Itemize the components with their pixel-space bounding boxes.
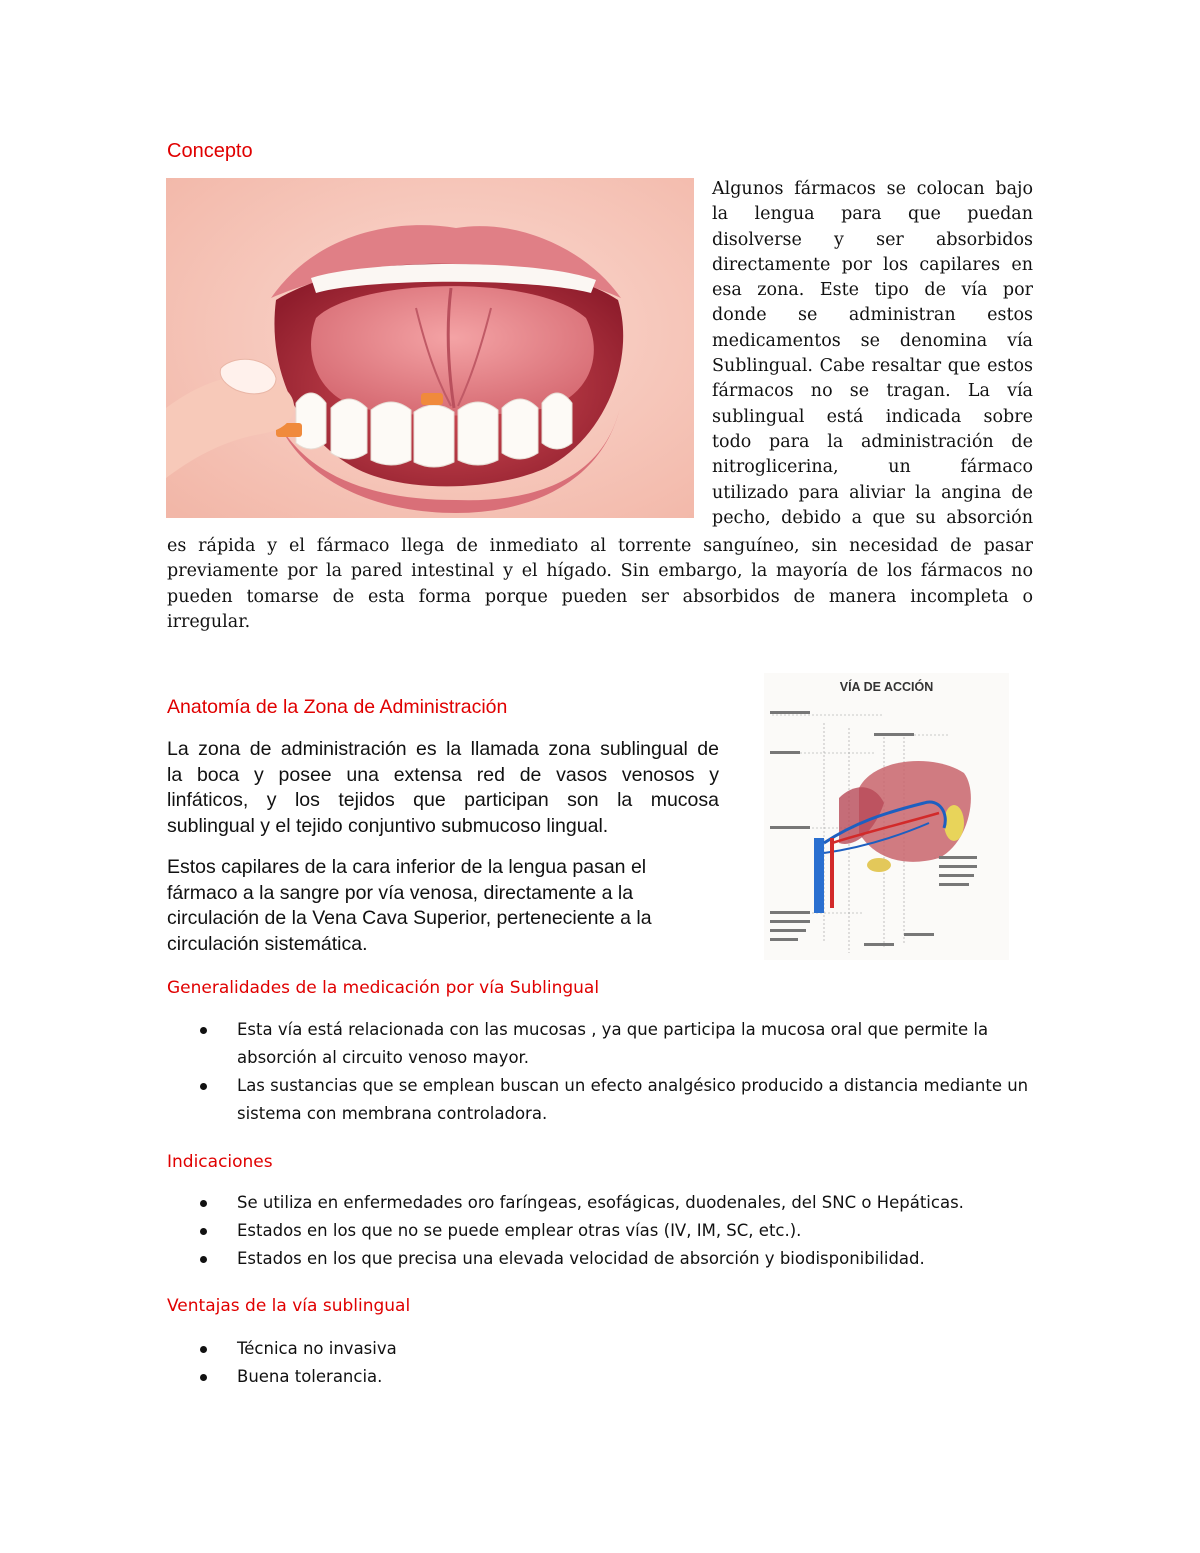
list-item: Buena tolerancia. bbox=[200, 1363, 800, 1391]
concepto-full-line: irregular. bbox=[167, 611, 251, 632]
anatomia-p1-line: La zona de administración es la llamada zona sublingual de bbox=[167, 738, 719, 760]
concepto-side-line: medicamentos se denomina vía bbox=[712, 330, 1033, 351]
anatomia-paragraph-2 bbox=[167, 855, 719, 957]
concepto-side-line: pecho, debido a que su absorción bbox=[712, 507, 1033, 528]
concepto-side-line: utilizado para aliviar la angina de bbox=[712, 482, 1033, 503]
list-item: Técnica no invasiva bbox=[200, 1335, 800, 1363]
concepto-heading: Concepto bbox=[167, 140, 253, 162]
list-item: Estados en los que no se puede emplear otras vías (IV, IM, SC, etc.). bbox=[200, 1217, 1100, 1245]
concepto-side-line: todo para la administración de bbox=[712, 431, 1033, 452]
generalidades-list bbox=[200, 1016, 1040, 1128]
ventajas-heading: Ventajas de la vía sublingual bbox=[167, 1296, 411, 1316]
concepto-full-line: previamente por la pared intestinal y el hígado. Sin embargo, la mayoría de los fármacos no bbox=[167, 561, 1033, 582]
indicaciones-list bbox=[200, 1189, 1100, 1273]
concepto-side-line: donde se administran estos bbox=[712, 305, 1033, 326]
concepto-side-line: esa zona. Este tipo de vía por bbox=[712, 280, 1033, 301]
concepto-side-line: nitroglicerina, un fármaco bbox=[712, 457, 1033, 478]
anatomia-p1-line: la boca y posee una extensa red de vasos venosos y bbox=[167, 763, 719, 786]
generalidades-heading: Generalidades de la medicación por vía Sublingual bbox=[167, 978, 600, 998]
concepto-side-line: Sublingual. Cabe resaltar que estos bbox=[712, 356, 1033, 377]
anatomy-diagram-svg bbox=[764, 673, 1009, 960]
concepto-side-line: directamente por los capilares en bbox=[712, 254, 1033, 275]
via-de-accion-figure bbox=[764, 673, 1009, 960]
mouth-illustration bbox=[166, 178, 694, 518]
anatomia-p2-line: fármaco a la sangre por vía venosa, directamente a la bbox=[167, 881, 634, 904]
concepto-full-text bbox=[167, 534, 1033, 635]
concepto-side-line: Algunos fármacos se colocan bajo bbox=[712, 179, 1033, 199]
concepto-side-line: disolverse y ser absorbidos bbox=[712, 229, 1033, 250]
figure-title: VÍA DE ACCIÓN bbox=[839, 680, 934, 694]
indicaciones-heading: Indicaciones bbox=[167, 1152, 273, 1172]
anatomia-p1-line: linfáticos, y los tejidos que participan son la mucosa bbox=[167, 789, 719, 811]
anatomia-heading: Anatomía de la Zona de Administración bbox=[167, 696, 508, 718]
concepto-full-line: pueden tomarse de esta forma porque pueden ser absorbidos de manera incompleta o bbox=[167, 586, 1033, 607]
anatomia-p2-line: circulación de la Vena Cava Superior, perteneciente a la bbox=[167, 907, 652, 929]
anatomia-p2-line: Estos capilares de la cara inferior de la lengua pasan el bbox=[167, 856, 647, 878]
anatomia-paragraph-1 bbox=[167, 737, 719, 839]
list-item: Esta vía está relacionada con las mucosas , ya que participa la mucosa oral que permite la absorción al circuito venoso mayor. bbox=[200, 1016, 1040, 1072]
concepto-side-line: la lengua para que puedan bbox=[712, 204, 1033, 225]
concepto-side-line: sublingual está indicada sobre bbox=[712, 406, 1033, 427]
anatomia-p2-line: circulación sistemática. bbox=[167, 932, 368, 955]
anatomia-p1-line: sublingual y el tejido conjuntivo submucoso lingual. bbox=[167, 814, 609, 837]
concepto-side-text bbox=[712, 177, 1033, 531]
concepto-side-line: fármacos no se tragan. La vía bbox=[712, 381, 1033, 402]
concepto-full-line: es rápida y el fármaco llega de inmediato al torrente sanguíneo, sin necesidad de pasar bbox=[167, 536, 1033, 556]
mouth-illustration-svg bbox=[166, 178, 694, 518]
list-item: Se utiliza en enfermedades oro faríngeas, esofágicas, duodenales, del SNC o Hepáticas. bbox=[200, 1189, 1100, 1217]
list-item: Las sustancias que se emplean buscan un efecto analgésico producido a distancia mediante un sistema con membrana controladora. bbox=[200, 1072, 1040, 1128]
ventajas-list bbox=[200, 1335, 800, 1391]
list-item: Estados en los que precisa una elevada velocidad de absorción y biodisponibilidad. bbox=[200, 1245, 1100, 1273]
